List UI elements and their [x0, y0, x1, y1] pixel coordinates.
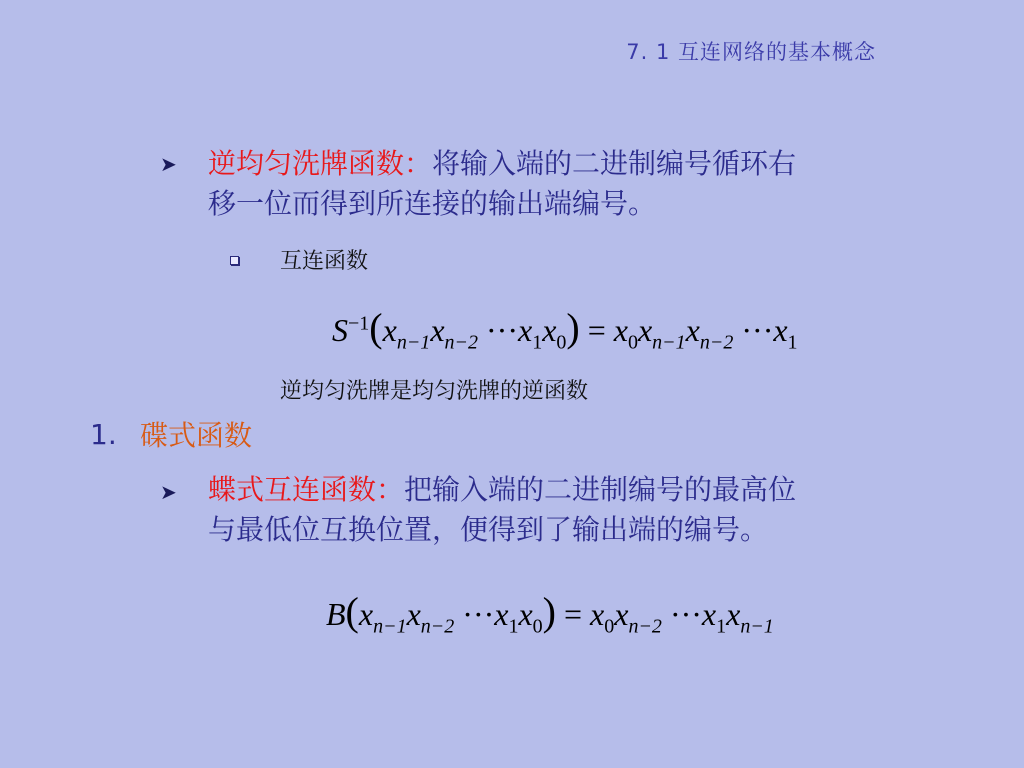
inverse-shuffle-term: 逆均匀洗牌函数：: [208, 147, 433, 180]
inverse-shuffle-note: 逆均匀洗牌是均匀洗牌的逆函数: [280, 379, 589, 404]
inverse-shuffle-formula: $S^{-1}(x_{n-1}x_{n-2} \cdot\cdot\cdot x_1x_0) = x_0x_{n-1}x_{n-2} \cdot\cdot\cdot x_1$: [332, 305, 798, 354]
section-number: 1.: [90, 418, 117, 451]
inverse-shuffle-desc-line2: 移一位而得到所连接的输出端编号。: [208, 187, 657, 220]
slide-header: 7. 1 互连网络的基本概念: [626, 40, 876, 64]
butterfly-desc-line2: 与最低位互换位置，便得到了输出端的编号。: [208, 513, 769, 546]
inverse-shuffle-desc-line1: 将输入端的二进制编号循环右: [432, 147, 797, 180]
inverse-shuffle-definition: [208, 144, 948, 224]
section-title: 碟式函数: [140, 419, 253, 452]
butterfly-term: 蝶式互连函数：: [208, 473, 405, 506]
arrowhead-bullet-icon: ➤: [160, 480, 177, 504]
butterfly-definition: [208, 470, 948, 550]
interconnect-function-label: 互连函数: [280, 249, 369, 274]
butterfly-formula: $B(x_{n-1}x_{n-2} \cdot\cdot\cdot x_1x_0) = x_0x_{n-2} \cdot\cdot\cdot x_1x_{n-1}$: [326, 589, 774, 638]
butterfly-desc-line1: 把输入端的二进制编号的最高位: [404, 473, 797, 506]
arrowhead-bullet-icon: ➤: [160, 152, 177, 176]
square-bullet-icon: [230, 256, 239, 265]
